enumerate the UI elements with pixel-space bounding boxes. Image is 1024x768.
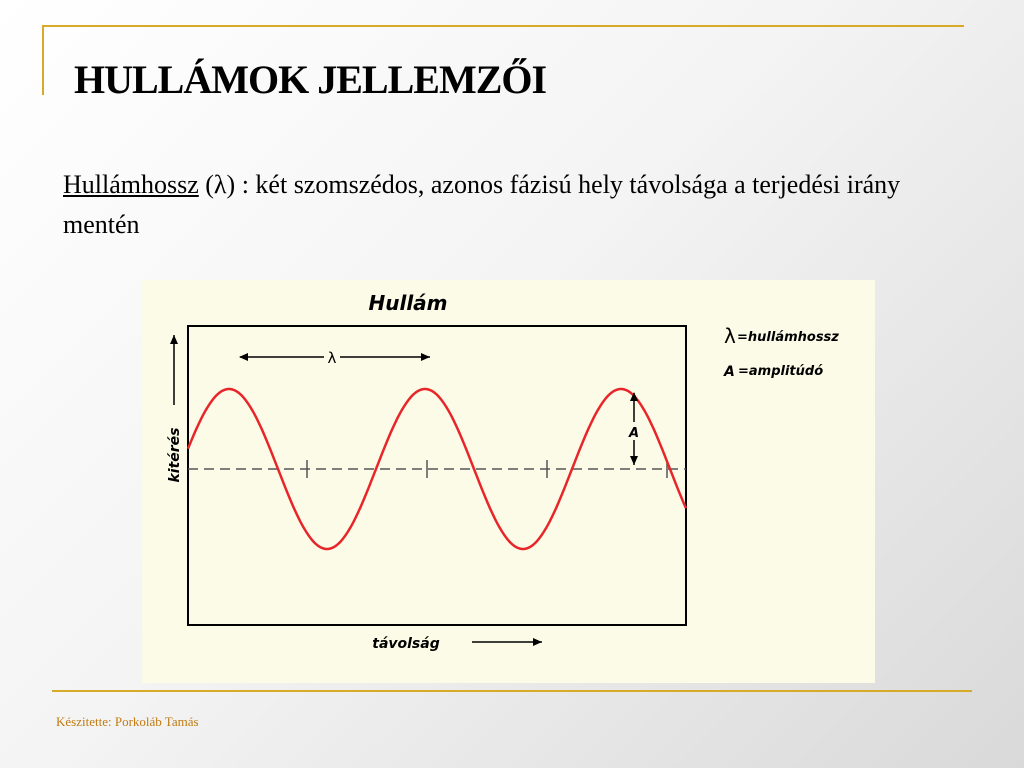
figure-legend bbox=[723, 324, 839, 380]
plot-frame bbox=[188, 326, 686, 625]
legend-amplitude-text: =amplitúdó bbox=[738, 364, 824, 379]
definition-term: Hullámhossz bbox=[63, 170, 199, 199]
x-axis-label: távolság bbox=[372, 636, 440, 652]
left-accent-rule bbox=[42, 25, 44, 95]
definition-text bbox=[63, 165, 963, 245]
wave-diagram bbox=[142, 280, 875, 683]
y-axis-label: kitérés bbox=[167, 427, 183, 483]
wavelength-marker: λ bbox=[327, 349, 337, 367]
wave-figure bbox=[142, 280, 875, 683]
slide-title: HULLÁMOK JELLEMZŐI bbox=[74, 57, 547, 102]
top-accent-rule bbox=[42, 25, 964, 27]
legend-amplitude-symbol: A bbox=[724, 364, 735, 380]
amplitude-marker: A bbox=[628, 426, 640, 441]
definition-body: : két szomszédos, azonos fázisú hely távolsága a terjedési irány mentén bbox=[63, 170, 901, 239]
footer-author: Készitette: Porkoláb Tamás bbox=[56, 714, 199, 729]
figure-title: Hullám bbox=[368, 291, 448, 315]
definition-symbol: (λ) bbox=[205, 170, 236, 199]
legend-lambda-text: =hullámhossz bbox=[737, 330, 839, 345]
legend-lambda-symbol: λ bbox=[724, 324, 736, 348]
bottom-accent-rule bbox=[52, 690, 972, 692]
